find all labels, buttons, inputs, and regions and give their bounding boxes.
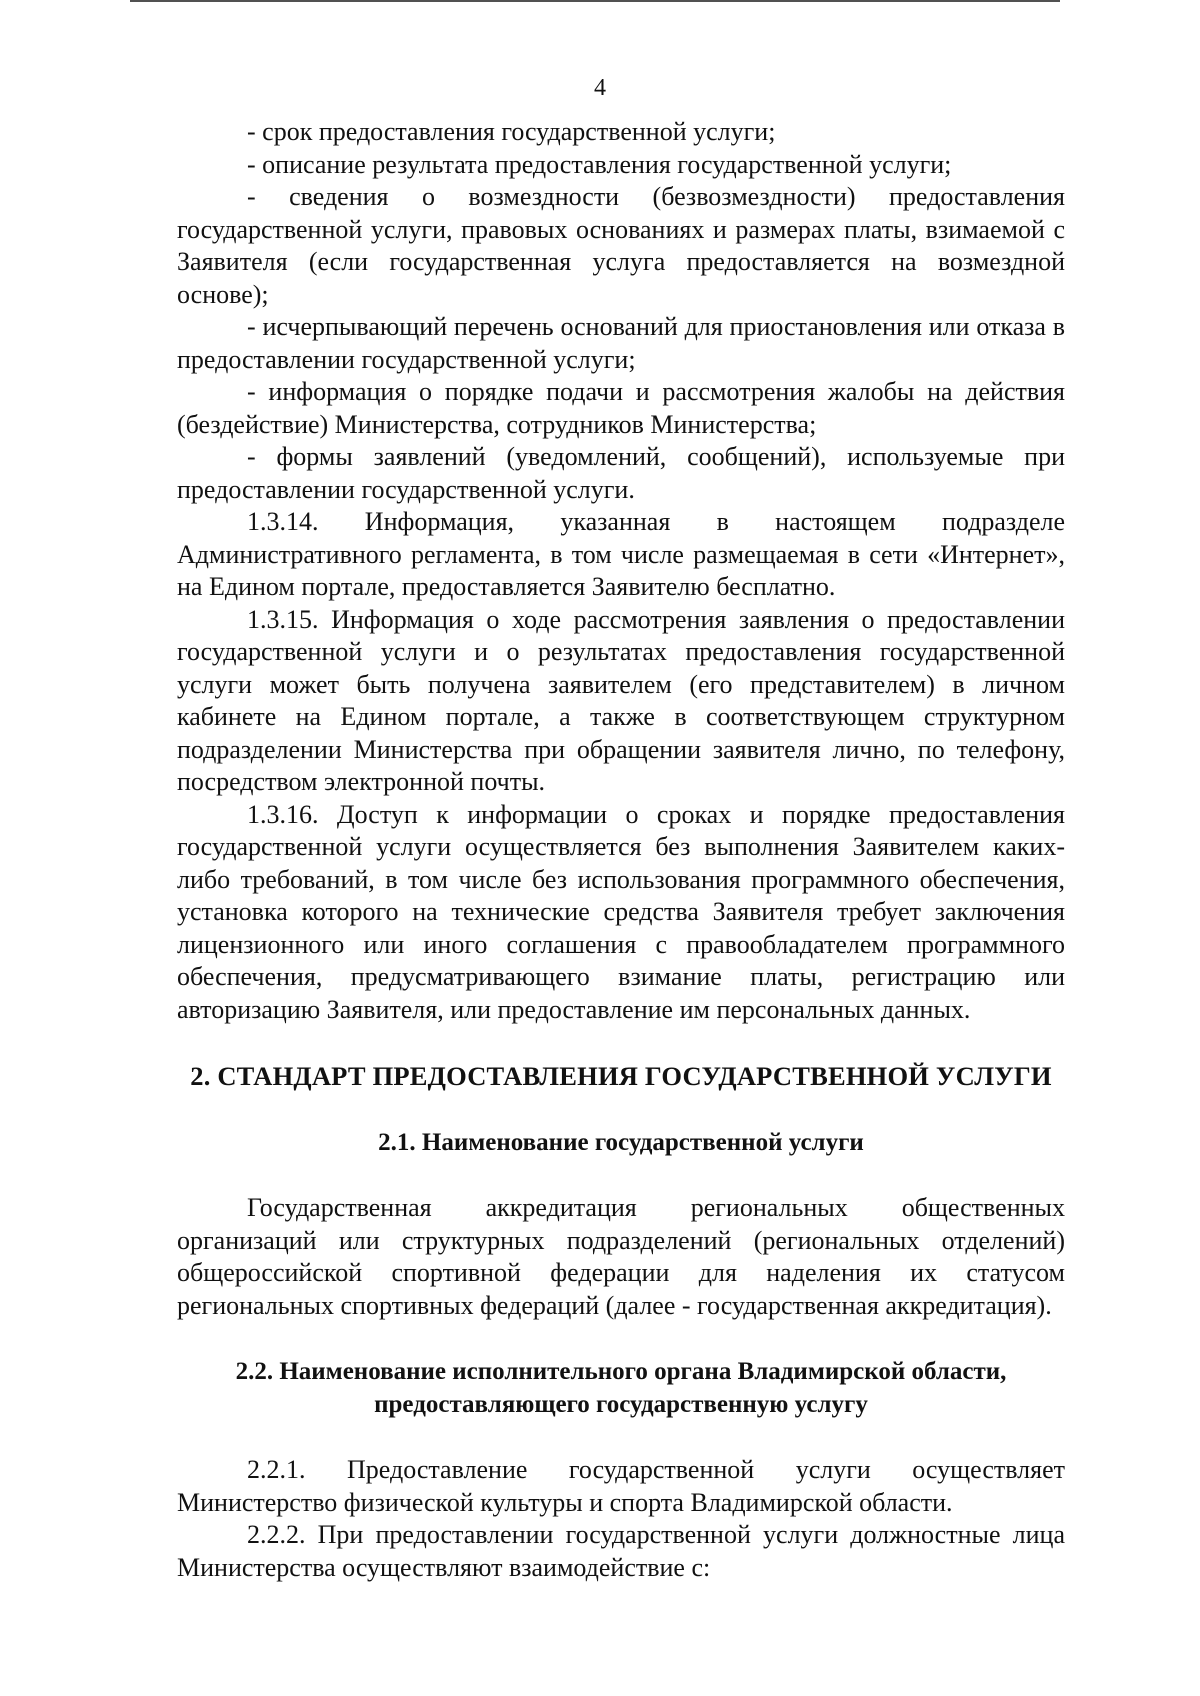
clause-1-3-14: 1.3.14. Информация, указанная в настоящем подразделе Административного регламента, в том числе размещаемая в сети «Интернет», на Едином портале, предоставляется Заявителю бесплатно.	[177, 507, 1065, 601]
page-number: 4	[594, 75, 606, 101]
subsection-2-2-heading-line2: предоставляющего государственную услугу	[374, 1391, 868, 1418]
clause-2-2-2: 2.2.2. При предоставлении государственной услуги должностные лица Министерства осуществляют взаимодействие с:	[177, 1520, 1065, 1582]
list-item-refusal-grounds: - исчерпывающий перечень оснований для приостановления или отказа в предоставлении государственной услуги;	[177, 312, 1065, 374]
section-2-heading: 2. СТАНДАРТ ПРЕДОСТАВЛЕНИЯ ГОСУДАРСТВЕННОЙ УСЛУГИ	[190, 1061, 1052, 1091]
list-item-result-description: - описание результата предоставления государственной услуги;	[247, 149, 952, 179]
clause-1-3-15: 1.3.15. Информация о ходе рассмотрения заявления о предоставлении государственной услуги и о результатах предоставления государственной услуги может быть получена заявителем (его представителем) в личном кабинете на Едином портале, а также в соответствующем структурном подразделении Министерства при обращении заявителя лично, по телефону, посредством электронной почты.	[177, 604, 1065, 796]
clause-1-3-16: 1.3.16. Доступ к информации о сроках и порядке предоставления государственной услуги осуществляется без выполнения Заявителем каких-либо требований, в том числе без использования программного обеспечения, установка которого на технические средства Заявителя требует заключения лицензионного или иного соглашения с правообладателем программного обеспечения, предусматривающего взимание платы, регистрацию или авторизацию Заявителя, или предоставление им персональных данных.	[177, 799, 1065, 1024]
subsection-2-2-heading-line1: 2.2. Наименование исполнительного органа Владимирской области,	[235, 1358, 1007, 1385]
top-edge-rule	[130, 0, 1060, 5]
list-item-complaint-procedure: - информация о порядке подачи и рассмотрения жалобы на действия (бездействие) Министерства, сотрудников Министерства;	[177, 377, 1065, 439]
subsection-2-1-text: Государственная аккредитация региональных общественных организаций или структурных подразделений (региональных отделений) общероссийской спортивной федерации для наделения их статусом региональных спортивных федераций (далее - государственная аккредитация).	[177, 1193, 1065, 1320]
list-item-payment-info: - сведения о возмездности (безвозмездности) предоставления государственной услуги, правовых основаниях и размерах платы, взимаемой с Заявителя (если государственная услуга предоставляется на возмездной основе);	[177, 182, 1065, 309]
subsection-2-2-heading	[177, 1355, 1065, 1421]
document-body	[177, 116, 1065, 1584]
subsection-2-1-heading: 2.1. Наименование государственной услуги	[378, 1129, 864, 1156]
clause-2-2-1: 2.2.1. Предоставление государственной услуги осуществляет Министерство физической культуры и спорта Владимирской области.	[177, 1455, 1065, 1517]
list-item-application-forms: - формы заявлений (уведомлений, сообщений), используемые при предоставлении государственной услуги.	[177, 442, 1065, 504]
list-item-term: - срок предоставления государственной услуги;	[247, 117, 776, 146]
